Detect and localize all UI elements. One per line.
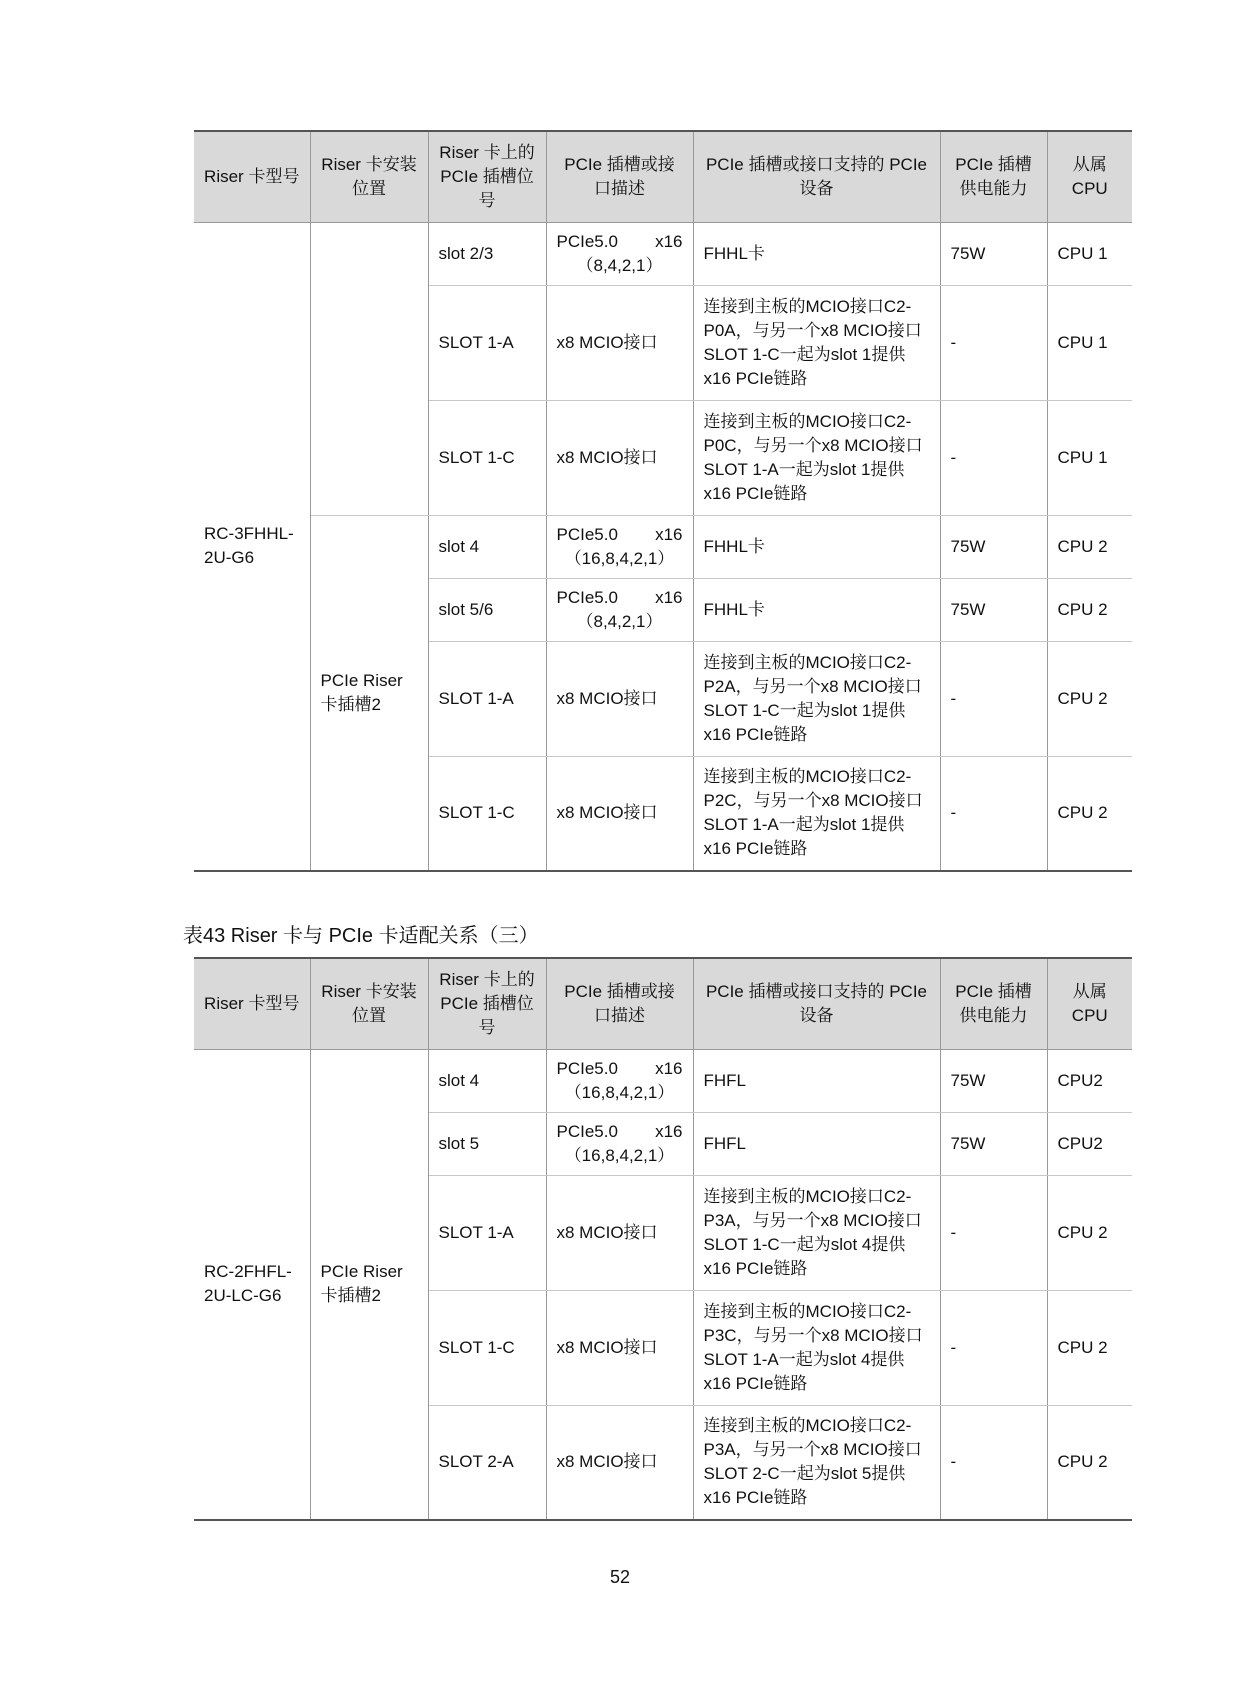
desc-main: PCIe5.0 bbox=[556, 231, 618, 251]
desc-sub: （16,8,4,2,1） bbox=[564, 548, 675, 568]
device-cell: 连接到主板的MCIO接口C2-P3A，与另一个x8 MCIO接口 SLOT 2-C一起为slot 5提供x16 PCIe链路 bbox=[693, 1405, 940, 1520]
header-cpu: 从属 CPU bbox=[1047, 958, 1132, 1049]
table-row bbox=[194, 222, 1132, 285]
device-cell: FHFL bbox=[693, 1112, 940, 1175]
desc-lanes: x16 bbox=[655, 587, 683, 607]
header-device: PCIe 插槽或接口支持的 PCIe 设备 bbox=[693, 131, 940, 222]
power-cell: - bbox=[940, 1175, 1047, 1290]
device-cell: 连接到主板的MCIO接口C2-P2C，与另一个x8 MCIO接口 SLOT 1-A一起为slot 1提供x16 PCIe链路 bbox=[693, 756, 940, 871]
desc-cell: x8 MCIO接口 bbox=[546, 1175, 693, 1290]
power-cell: - bbox=[940, 756, 1047, 871]
cpu-cell: CPU 2 bbox=[1047, 1405, 1132, 1520]
device-cell: 连接到主板的MCIO接口C2-P2A，与另一个x8 MCIO接口 SLOT 1-C一起为slot 1提供x16 PCIe链路 bbox=[693, 641, 940, 756]
page-number: 52 bbox=[609, 1567, 631, 1587]
cpu-cell: CPU 2 bbox=[1047, 756, 1132, 871]
slot-cell: slot 2/3 bbox=[428, 222, 546, 285]
slot-cell: slot 4 bbox=[428, 1049, 546, 1112]
table-row bbox=[194, 1049, 1132, 1112]
desc-cell bbox=[546, 1049, 693, 1112]
riser-table-2 bbox=[194, 957, 1132, 1521]
slot-cell: SLOT 1-C bbox=[428, 756, 546, 871]
riser-table-1 bbox=[194, 130, 1132, 872]
power-cell: - bbox=[940, 1290, 1047, 1405]
desc-sub: （8,4,2,1） bbox=[576, 255, 663, 275]
riser-location-cell: PCIe Riser 卡插槽2 bbox=[310, 1049, 428, 1520]
cpu-cell: CPU 1 bbox=[1047, 400, 1132, 515]
slot-cell: slot 5 bbox=[428, 1112, 546, 1175]
device-cell: 连接到主板的MCIO接口C2-P3A，与另一个x8 MCIO接口 SLOT 1-C一起为slot 4提供x16 PCIe链路 bbox=[693, 1175, 940, 1290]
power-cell: 75W bbox=[940, 578, 1047, 641]
device-cell: FHHL卡 bbox=[693, 515, 940, 578]
header-power: PCIe 插槽供电能力 bbox=[940, 131, 1047, 222]
cpu-cell: CPU 1 bbox=[1047, 222, 1132, 285]
riser-model-cell: RC-3FHHL-2U-G6 bbox=[194, 222, 310, 871]
power-cell: 75W bbox=[940, 1112, 1047, 1175]
desc-sub: （8,4,2,1） bbox=[576, 611, 663, 631]
device-cell: FHHL卡 bbox=[693, 222, 940, 285]
riser-location-cell: PCIe Riser 卡插槽2 bbox=[310, 515, 428, 871]
desc-cell: x8 MCIO接口 bbox=[546, 400, 693, 515]
desc-cell bbox=[546, 515, 693, 578]
riser-model-cell: RC-2FHFL-2U-LC-G6 bbox=[194, 1049, 310, 1520]
header-model: Riser 卡型号 bbox=[194, 131, 310, 222]
slot-cell: slot 5/6 bbox=[428, 578, 546, 641]
header-location: Riser 卡安装位置 bbox=[310, 958, 428, 1049]
power-cell: 75W bbox=[940, 515, 1047, 578]
header-location: Riser 卡安装位置 bbox=[310, 131, 428, 222]
header-power: PCIe 插槽供电能力 bbox=[940, 958, 1047, 1049]
desc-lanes: x16 bbox=[655, 524, 683, 544]
header-cpu: 从属 CPU bbox=[1047, 131, 1132, 222]
table-row bbox=[194, 515, 1132, 578]
desc-main: PCIe5.0 bbox=[556, 524, 618, 544]
header-desc: PCIe 插槽或接口描述 bbox=[546, 958, 693, 1049]
power-cell: - bbox=[940, 641, 1047, 756]
desc-sub: （16,8,4,2,1） bbox=[564, 1082, 675, 1102]
cpu-cell: CPU 2 bbox=[1047, 578, 1132, 641]
riser-location-cell bbox=[310, 222, 428, 515]
desc-cell: x8 MCIO接口 bbox=[546, 1290, 693, 1405]
desc-cell bbox=[546, 222, 693, 285]
device-cell: 连接到主板的MCIO接口C2-P0C，与另一个x8 MCIO接口 SLOT 1-A一起为slot 1提供x16 PCIe链路 bbox=[693, 400, 940, 515]
desc-cell: x8 MCIO接口 bbox=[546, 285, 693, 400]
cpu-cell: CPU2 bbox=[1047, 1112, 1132, 1175]
desc-cell: x8 MCIO接口 bbox=[546, 756, 693, 871]
slot-cell: slot 4 bbox=[428, 515, 546, 578]
cpu-cell: CPU2 bbox=[1047, 1049, 1132, 1112]
slot-cell: SLOT 1-A bbox=[428, 285, 546, 400]
header-slot: Riser 卡上的 PCIe 插槽位号 bbox=[428, 131, 546, 222]
cpu-cell: CPU 2 bbox=[1047, 1290, 1132, 1405]
desc-lanes: x16 bbox=[655, 1058, 683, 1078]
slot-cell: SLOT 1-C bbox=[428, 400, 546, 515]
device-cell: FHFL bbox=[693, 1049, 940, 1112]
desc-lanes: x16 bbox=[655, 1121, 683, 1141]
desc-cell: x8 MCIO接口 bbox=[546, 641, 693, 756]
cpu-cell: CPU 1 bbox=[1047, 285, 1132, 400]
cpu-cell: CPU 2 bbox=[1047, 1175, 1132, 1290]
desc-cell: x8 MCIO接口 bbox=[546, 1405, 693, 1520]
power-cell: 75W bbox=[940, 222, 1047, 285]
power-cell: - bbox=[940, 285, 1047, 400]
table-caption: 表43 Riser 卡与 PCIe 卡适配关系（三） bbox=[183, 925, 539, 947]
device-cell: 连接到主板的MCIO接口C2-P0A，与另一个x8 MCIO接口 SLOT 1-C一起为slot 1提供x16 PCIe链路 bbox=[693, 285, 940, 400]
header-model: Riser 卡型号 bbox=[194, 958, 310, 1049]
device-cell: FHHL卡 bbox=[693, 578, 940, 641]
slot-cell: SLOT 1-C bbox=[428, 1290, 546, 1405]
header-slot: Riser 卡上的 PCIe 插槽位号 bbox=[428, 958, 546, 1049]
desc-sub: （16,8,4,2,1） bbox=[564, 1145, 675, 1165]
desc-lanes: x16 bbox=[655, 231, 683, 251]
header-device: PCIe 插槽或接口支持的 PCIe 设备 bbox=[693, 958, 940, 1049]
desc-cell bbox=[546, 1112, 693, 1175]
cpu-cell: CPU 2 bbox=[1047, 641, 1132, 756]
slot-cell: SLOT 1-A bbox=[428, 641, 546, 756]
desc-main: PCIe5.0 bbox=[556, 1121, 618, 1141]
slot-cell: SLOT 1-A bbox=[428, 1175, 546, 1290]
header-desc: PCIe 插槽或接口描述 bbox=[546, 131, 693, 222]
slot-cell: SLOT 2-A bbox=[428, 1405, 546, 1520]
power-cell: - bbox=[940, 400, 1047, 515]
power-cell: 75W bbox=[940, 1049, 1047, 1112]
power-cell: - bbox=[940, 1405, 1047, 1520]
device-cell: 连接到主板的MCIO接口C2-P3C，与另一个x8 MCIO接口 SLOT 1-A一起为slot 4提供x16 PCIe链路 bbox=[693, 1290, 940, 1405]
desc-main: PCIe5.0 bbox=[556, 587, 618, 607]
desc-main: PCIe5.0 bbox=[556, 1058, 618, 1078]
cpu-cell: CPU 2 bbox=[1047, 515, 1132, 578]
desc-cell bbox=[546, 578, 693, 641]
